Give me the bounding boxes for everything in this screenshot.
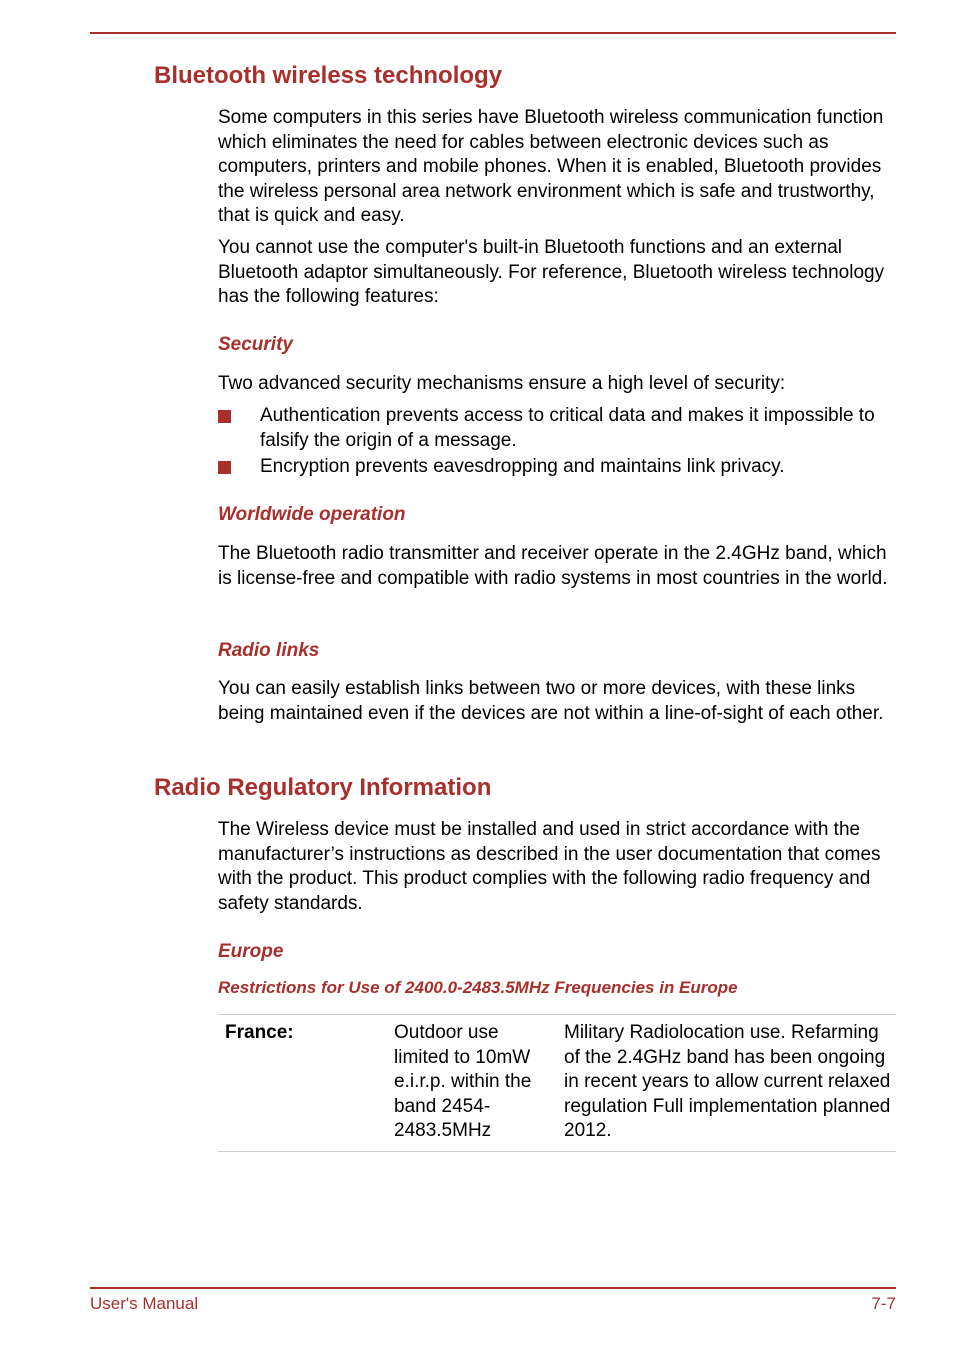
subsection-title-security: Security xyxy=(218,334,293,355)
bullet-text: Encryption prevents eavesdropping and maintains link privacy. xyxy=(260,456,785,477)
list-item xyxy=(218,455,898,480)
footer-rule xyxy=(90,1287,896,1289)
footer-manual-title: User's Manual xyxy=(90,1294,199,1313)
page-number: 7-7 xyxy=(871,1294,896,1313)
square-bullet-icon xyxy=(218,461,231,474)
table-cell-country: France: xyxy=(225,1022,294,1043)
bluetooth-adaptor-paragraph: You cannot use the computer's built-in Bluetooth functions and an external Bluetooth adaptor simultaneously. For reference, Bluetooth wireless technology has the following features: xyxy=(218,237,885,307)
square-bullet-icon xyxy=(218,410,231,423)
restrictions-table xyxy=(218,1014,896,1152)
list-item xyxy=(218,404,898,453)
subsection-title-worldwide: Worldwide operation xyxy=(218,504,406,525)
restrictions-title: Restrictions for Use of 2400.0-2483.5MHz Frequencies in Europe xyxy=(218,978,738,997)
table-cell-restriction: Outdoor use limited to 10mW e.i.r.p. within the band 2454-2483.5MHz xyxy=(394,1022,532,1141)
section-title-bluetooth: Bluetooth wireless technology xyxy=(154,62,503,89)
radio-links-paragraph: You can easily establish links between two or more devices, with these links being maintained even if the devices are not within a line-of-sight of each other. xyxy=(218,678,884,724)
regulatory-paragraph: The Wireless device must be installed and used in strict accordance with the manufacturer’s instructions as described in the user documentation that comes with the product. This product complies with the following radio frequency and safety standards. xyxy=(218,819,881,914)
section-title-regulatory: Radio Regulatory Information xyxy=(154,774,492,801)
worldwide-paragraph: The Bluetooth radio transmitter and receiver operate in the 2.4GHz band, which is license-free and compatible with radio systems in most countries in the world. xyxy=(218,543,888,589)
subsection-title-radio-links: Radio links xyxy=(218,640,320,661)
subsection-title-europe: Europe xyxy=(218,941,284,962)
bullet-text: Authentication prevents access to critical data and makes it impossible to falsify the origin of a message. xyxy=(260,405,875,451)
bluetooth-intro-paragraph: Some computers in this series have Bluetooth wireless communication function which eliminates the need for cables between electronic devices such as computers, printers and mobile phones. When it is enabled, Bluetooth provides the wireless personal area network environment which is safe and trustworthy, that is quick and easy. xyxy=(218,107,884,226)
header-rule xyxy=(90,32,896,34)
security-intro: Two advanced security mechanisms ensure a high level of security: xyxy=(218,373,786,394)
table-cell-reason: Military Radiolocation use. Refarming of the 2.4GHz band has been ongoing in recent years to allow current relaxed regulation Full implementation planned 2012. xyxy=(564,1022,891,1141)
